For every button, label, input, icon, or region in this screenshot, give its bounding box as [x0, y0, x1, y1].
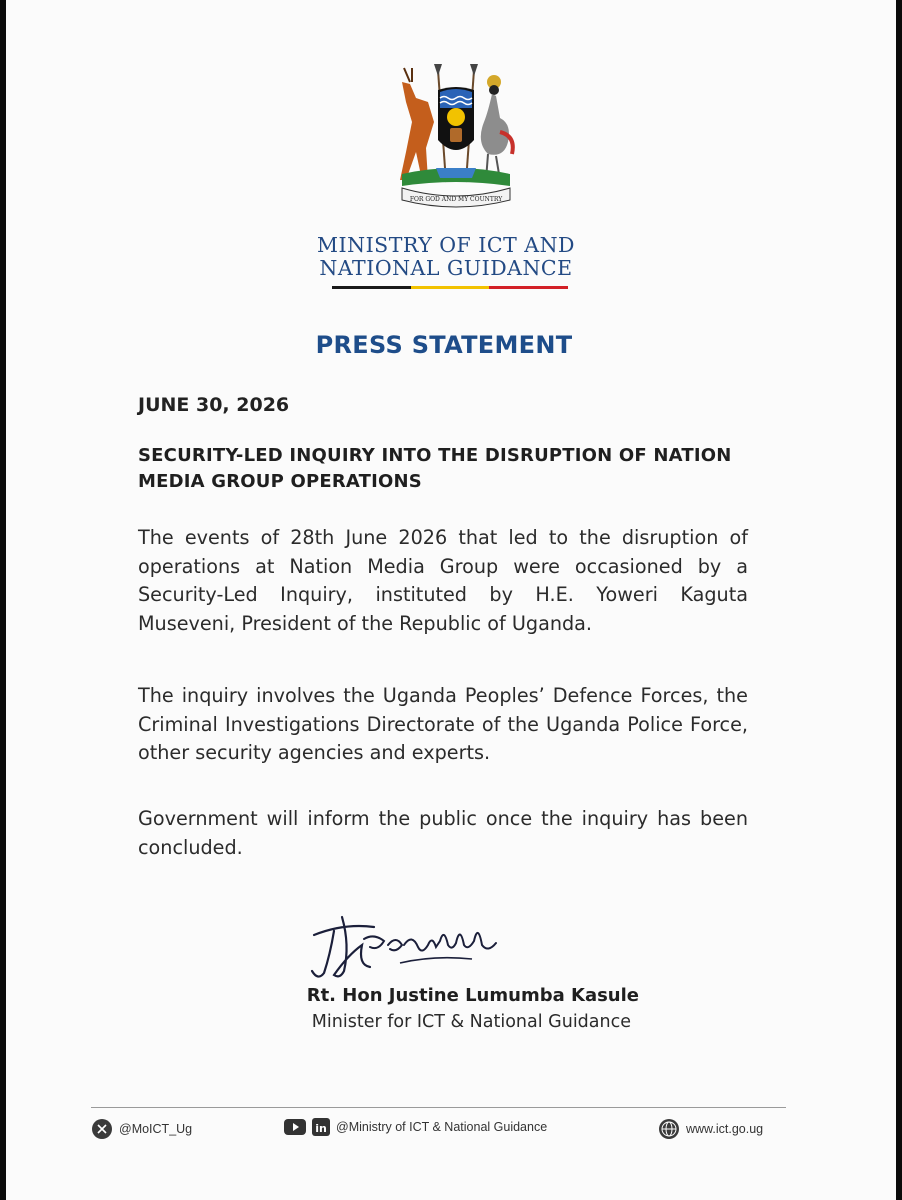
website-text: www.ict.go.ug	[686, 1122, 764, 1136]
youtube-icon	[284, 1119, 306, 1135]
ministry-name-line1: MINISTRY OF ICT AND	[317, 233, 575, 257]
signatory-name: Rt. Hon Justine Lumumba Kasule	[306, 985, 639, 1006]
footer-social-handle[interactable]	[284, 1118, 547, 1136]
document-title: PRESS STATEMENT	[315, 331, 573, 359]
footer-divider	[91, 1107, 786, 1108]
flag-stripe-black	[332, 286, 411, 289]
statement-paragraph-2: The inquiry involves the Uganda Peoples’ Defence Forces, the Criminal Investigations Directorate of the Uganda Police Force, other security agencies and experts.	[138, 684, 748, 764]
flag-stripe-yellow	[411, 286, 490, 289]
statement-date: JUNE 30, 2026	[138, 394, 290, 416]
ministry-name-line2: NATIONAL GUIDANCE	[319, 256, 573, 280]
globe-icon	[658, 1118, 680, 1140]
uganda-coat-of-arms	[376, 62, 536, 212]
statement-subject: SECURITY-LED INQUIRY INTO THE DISRUPTION OF NATION MEDIA GROUP OPERATIONS	[138, 445, 732, 492]
press-statement-page	[6, 0, 896, 1200]
national-flag-stripe	[332, 286, 568, 289]
x-icon	[91, 1118, 113, 1140]
svg-text:in: in	[315, 1122, 327, 1135]
statement-paragraph-1: The events of 28th June 2026 that led to the disruption of operations at Nation Media Group were occasioned by a Security-Led Inquiry, instituted by H.E. Yoweri Kaguta Museveni, President of the Republic of Uganda.	[138, 526, 748, 635]
social-handle-text: @Ministry of ICT & National Guidance	[336, 1120, 548, 1134]
svg-text:FOR GOD AND MY COUNTRY: FOR GOD AND MY COUNTRY	[409, 196, 503, 203]
x-handle-text: @MoICT_Ug	[119, 1122, 193, 1136]
statement-paragraph-3: Government will inform the public once the inquiry has been concluded.	[138, 807, 748, 859]
footer-website[interactable]	[658, 1118, 763, 1140]
minister-signature	[304, 905, 534, 985]
signatory-role: Minister for ICT & National Guidance	[311, 1012, 631, 1032]
linkedin-icon	[312, 1118, 330, 1136]
flag-stripe-red	[489, 286, 568, 289]
footer-x-handle[interactable]	[91, 1118, 192, 1140]
